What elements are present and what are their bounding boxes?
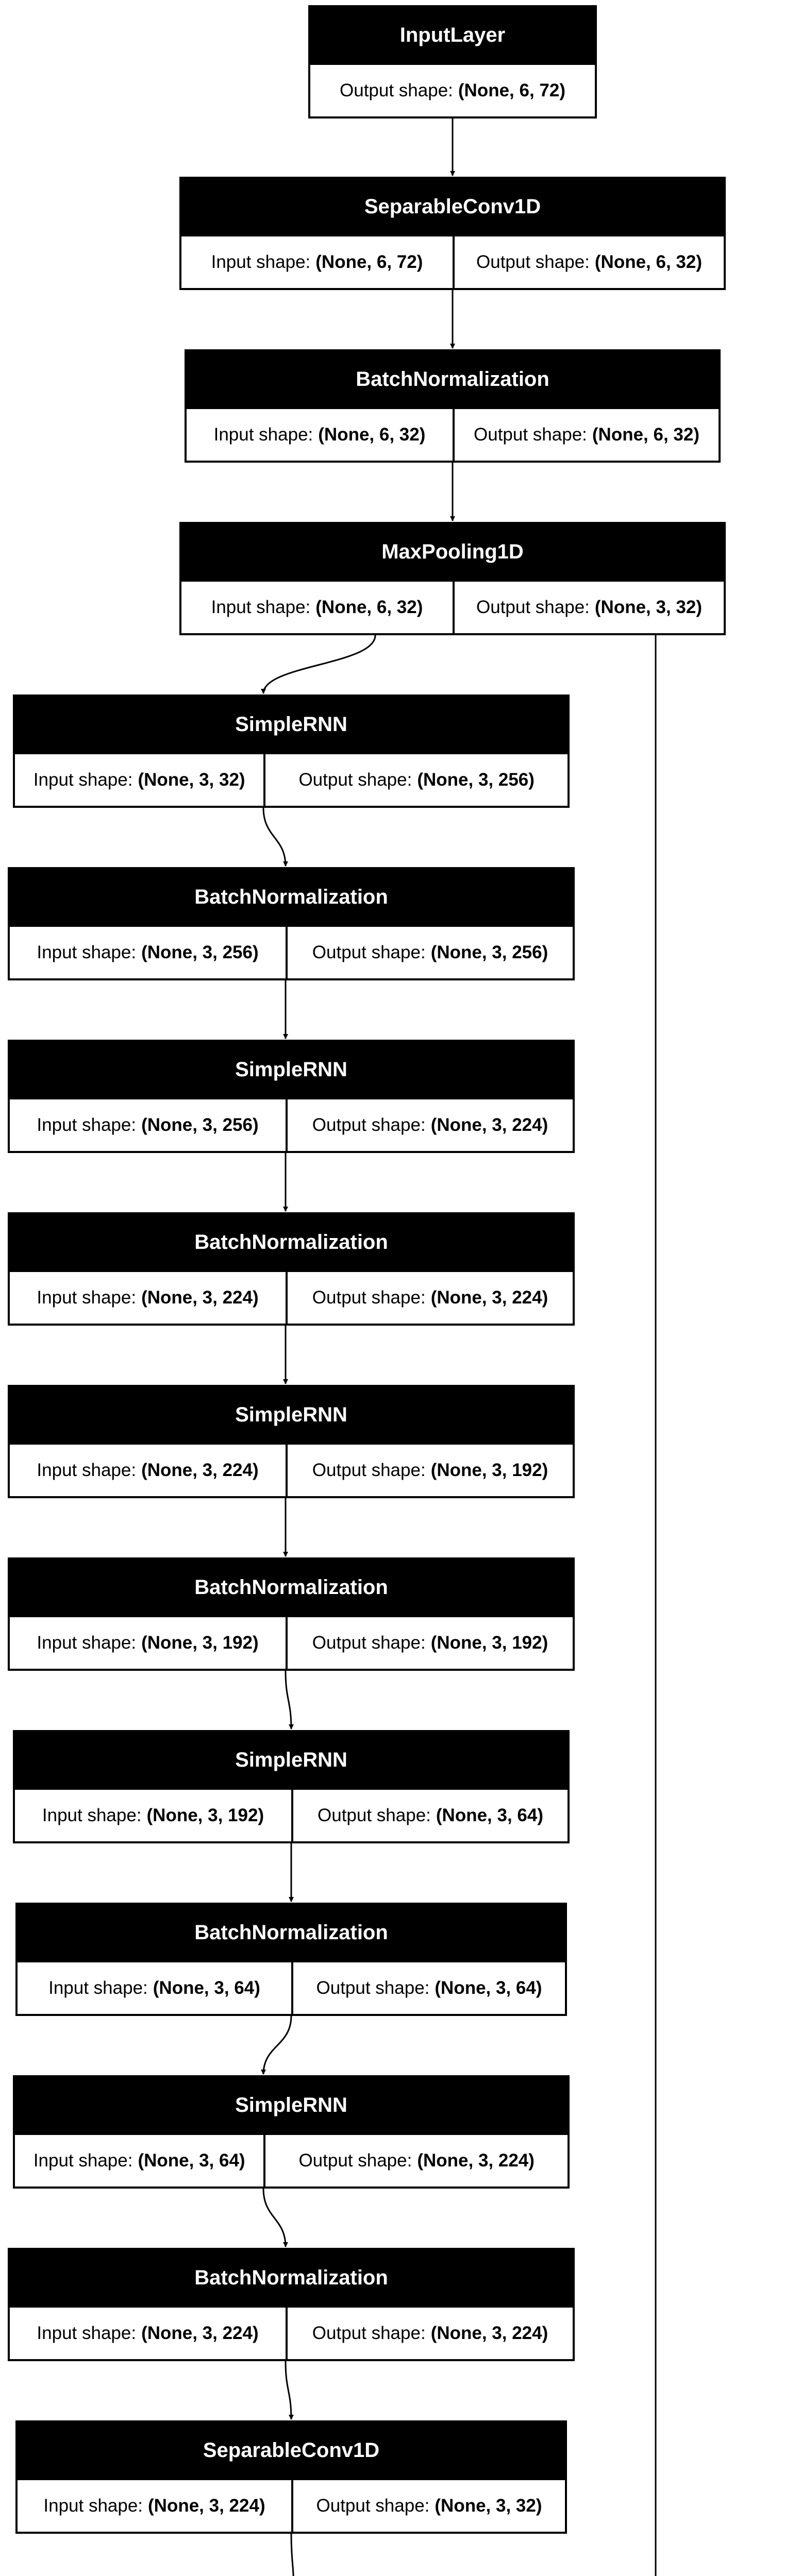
input-shape-label: Input shape: xyxy=(37,1460,137,1480)
shape-row xyxy=(187,407,719,461)
input-shape xyxy=(15,1790,291,1841)
input-shape-value: (None, 3, 224) xyxy=(141,2323,259,2343)
output-shape xyxy=(332,65,573,116)
output-shape xyxy=(263,754,568,806)
input-shape-value: (None, 6, 72) xyxy=(315,252,423,272)
input-shape xyxy=(181,582,453,633)
output-shape-value: (None, 3, 224) xyxy=(430,1287,548,1308)
input-shape xyxy=(10,1272,286,1324)
input-shape-label: Input shape: xyxy=(211,597,311,617)
edge-n12-to-n13 xyxy=(263,2189,286,2247)
layer-node-maxpooling1d xyxy=(179,522,726,635)
output-shape-value: (None, 3, 32) xyxy=(594,597,702,617)
output-shape-label: Output shape: xyxy=(312,1115,426,1135)
layer-title: BatchNormalization xyxy=(187,351,719,407)
input-shape-label: Input shape: xyxy=(33,770,133,790)
layer-node-simplernn xyxy=(8,1040,575,1153)
output-shape xyxy=(286,1272,573,1324)
edge-n14-to-n15 xyxy=(291,2534,294,2576)
layer-title: SimpleRNN xyxy=(15,2077,568,2133)
output-shape-value: (None, 3, 192) xyxy=(430,1633,548,1653)
layer-node-separableconv1d xyxy=(15,2420,567,2534)
input-shape-value: (None, 6, 32) xyxy=(315,597,423,617)
layer-node-batchnormalization xyxy=(8,2248,575,2361)
edge-n3-to-n4 xyxy=(263,635,375,693)
input-shape-value: (None, 3, 64) xyxy=(138,2150,245,2171)
layer-title: BatchNormalization xyxy=(10,1560,573,1615)
shape-row xyxy=(18,1960,565,2014)
output-shape-label: Output shape: xyxy=(298,2150,412,2171)
input-shape xyxy=(10,927,286,978)
input-shape xyxy=(187,409,453,461)
input-shape-value: (None, 3, 192) xyxy=(141,1633,259,1653)
layer-title: SimpleRNN xyxy=(10,1042,573,1097)
output-shape-label: Output shape: xyxy=(312,1460,426,1480)
shape-row xyxy=(10,1097,573,1151)
shape-row xyxy=(181,234,724,288)
input-shape-value: (None, 3, 224) xyxy=(141,1287,259,1308)
layer-title: MaxPooling1D xyxy=(181,524,724,580)
input-shape xyxy=(18,1962,291,2014)
output-shape xyxy=(263,2135,568,2187)
input-shape xyxy=(10,1617,286,1669)
shape-row xyxy=(10,1615,573,1669)
output-shape-value: (None, 3, 256) xyxy=(430,942,548,962)
layer-title: BatchNormalization xyxy=(10,2250,573,2306)
layer-title: BatchNormalization xyxy=(10,869,573,925)
input-shape-label: Input shape: xyxy=(37,1115,137,1135)
input-shape-label: Input shape: xyxy=(48,1978,148,1998)
output-shape-value: (None, 3, 64) xyxy=(435,1978,542,1998)
input-shape xyxy=(10,1099,286,1151)
output-shape xyxy=(453,582,724,633)
output-shape xyxy=(453,236,724,288)
input-shape xyxy=(181,236,453,288)
shape-row xyxy=(310,63,595,116)
layer-title: SimpleRNN xyxy=(15,1732,568,1788)
layer-node-simplernn xyxy=(13,2075,570,2189)
layer-title: SeparableConv1D xyxy=(181,179,724,234)
input-shape-value: (None, 3, 64) xyxy=(153,1978,260,1998)
output-shape xyxy=(291,1790,568,1841)
output-shape xyxy=(453,409,719,461)
input-shape-value: (None, 3, 256) xyxy=(141,1115,259,1135)
input-shape-label: Input shape: xyxy=(37,2323,137,2343)
layer-title: SimpleRNN xyxy=(15,697,568,752)
input-shape-label: Input shape: xyxy=(33,2150,133,2171)
output-shape-value: (None, 3, 32) xyxy=(435,2496,542,2516)
edge-n4-to-n5 xyxy=(263,808,286,866)
output-shape xyxy=(286,1445,573,1496)
layer-node-batchnormalization xyxy=(8,867,575,980)
input-shape xyxy=(10,1445,286,1496)
input-shape-label: Input shape: xyxy=(211,252,311,272)
input-shape-value: (None, 3, 224) xyxy=(148,2496,265,2516)
shape-row xyxy=(10,1270,573,1324)
edge-n11-to-n12 xyxy=(263,2016,291,2074)
input-shape xyxy=(10,2308,286,2359)
layer-node-inputlayer xyxy=(308,5,597,118)
shape-row xyxy=(15,752,568,806)
shape-row xyxy=(15,1788,568,1841)
input-shape-label: Input shape: xyxy=(213,425,313,445)
output-shape-value: (None, 6, 32) xyxy=(594,252,702,272)
output-shape xyxy=(291,2480,565,2532)
output-shape-label: Output shape: xyxy=(476,597,590,617)
layer-title: BatchNormalization xyxy=(10,1214,573,1270)
output-shape xyxy=(291,1962,565,2014)
input-shape-value: (None, 3, 224) xyxy=(141,1460,259,1480)
output-shape-value: (None, 3, 224) xyxy=(430,2323,548,2343)
shape-row xyxy=(10,1443,573,1496)
layer-title: SimpleRNN xyxy=(10,1387,573,1443)
output-shape-value: (None, 3, 224) xyxy=(430,1115,548,1135)
output-shape-label: Output shape: xyxy=(476,252,590,272)
output-shape-label: Output shape: xyxy=(312,1287,426,1308)
input-shape-label: Input shape: xyxy=(37,942,137,962)
input-shape-label: Input shape: xyxy=(43,2496,143,2516)
layer-node-separableconv1d xyxy=(179,177,726,290)
input-shape-value: (None, 3, 192) xyxy=(146,1805,264,1825)
input-shape xyxy=(15,2135,263,2187)
layer-title: InputLayer xyxy=(310,7,595,63)
output-shape xyxy=(286,927,573,978)
layer-node-simplernn xyxy=(13,1730,570,1843)
output-shape-label: Output shape: xyxy=(316,1978,430,1998)
shape-row xyxy=(15,2133,568,2187)
input-shape-label: Input shape: xyxy=(42,1805,142,1825)
output-shape-label: Output shape: xyxy=(318,1805,431,1825)
output-shape-label: Output shape: xyxy=(474,425,587,445)
layer-title: SeparableConv1D xyxy=(18,2422,565,2478)
layer-node-batchnormalization xyxy=(8,1212,575,1326)
output-shape-value: (None, 3, 256) xyxy=(417,770,535,790)
output-shape-value: (None, 6, 72) xyxy=(458,80,565,100)
input-shape-value: (None, 3, 32) xyxy=(138,770,245,790)
output-shape-value: (None, 3, 224) xyxy=(417,2150,535,2171)
output-shape-label: Output shape: xyxy=(312,2323,426,2343)
output-shape xyxy=(286,1099,573,1151)
input-shape-label: Input shape: xyxy=(37,1633,137,1653)
shape-row xyxy=(18,2478,565,2532)
output-shape-label: Output shape: xyxy=(312,1633,426,1653)
layer-node-simplernn xyxy=(13,694,570,808)
output-shape-label: Output shape: xyxy=(312,942,426,962)
output-shape-value: (None, 6, 32) xyxy=(592,425,699,445)
layer-node-batchnormalization xyxy=(8,1557,575,1671)
shape-row xyxy=(10,2306,573,2359)
input-shape xyxy=(15,754,263,806)
input-shape-value: (None, 3, 256) xyxy=(141,942,259,962)
output-shape-label: Output shape: xyxy=(298,770,412,790)
output-shape-label: Output shape: xyxy=(316,2496,430,2516)
input-shape-label: Input shape: xyxy=(37,1287,137,1308)
layer-node-simplernn xyxy=(8,1385,575,1498)
output-shape-value: (None, 3, 192) xyxy=(430,1460,548,1480)
output-shape xyxy=(286,1617,573,1669)
output-shape xyxy=(286,2308,573,2359)
output-shape-value: (None, 3, 64) xyxy=(436,1805,543,1825)
input-shape xyxy=(18,2480,291,2532)
input-shape-value: (None, 6, 32) xyxy=(318,425,426,445)
edge-n9-to-n10 xyxy=(286,1671,291,1729)
edge-n13-to-n14 xyxy=(286,2361,291,2419)
shape-row xyxy=(10,925,573,978)
layer-node-batchnormalization xyxy=(15,1903,567,2016)
output-shape-label: Output shape: xyxy=(340,80,453,100)
shape-row xyxy=(181,580,724,633)
layer-title: BatchNormalization xyxy=(18,1905,565,1960)
layer-node-batchnormalization xyxy=(185,349,721,463)
